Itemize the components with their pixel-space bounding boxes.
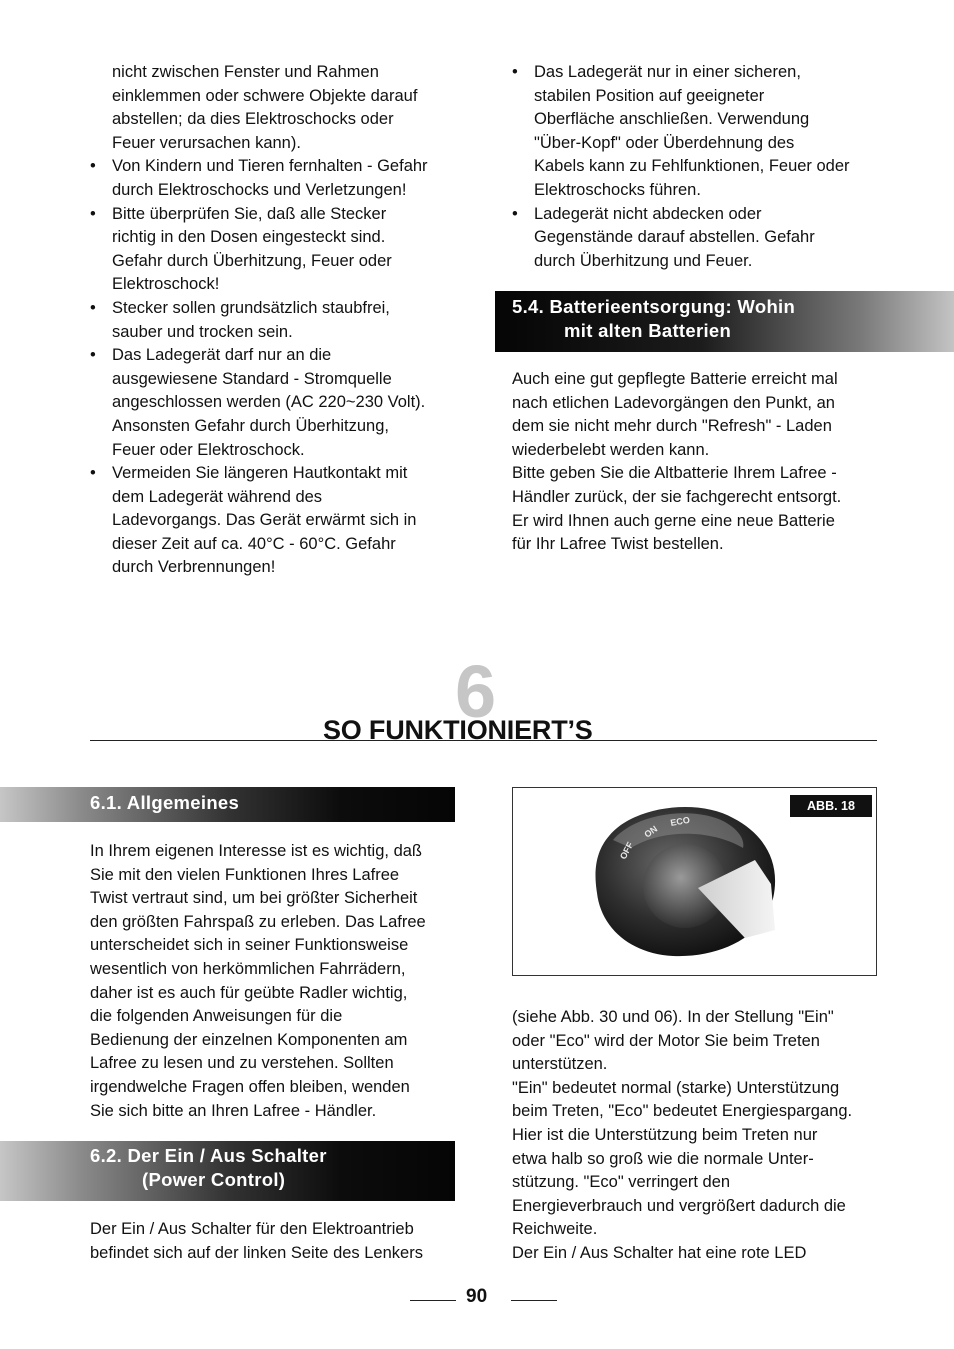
power-switch-photo xyxy=(513,788,878,977)
section-5-4-title-line2: mit alten Batterien xyxy=(564,320,732,341)
section-5-4-text: Auch eine gut gepflegte Batterie erreicht mal nach etlichen Ladevorgängen den Punkt, an dem sie nicht mehr durch "Refresh" - Laden wiederbelebt werden kann. Bitte geben Sie die Altbatterie Ihrem Lafree - Händler zurück, der sie fachgerecht entsorgt. Er wird Ihnen auch gerne eine neue Batterie für Ihr Lafree Twist bestellen. xyxy=(512,370,842,554)
dial-label-on: ON xyxy=(642,823,660,840)
figure-abb-18 xyxy=(512,787,877,976)
section-6-2-title-line2: (Power Control) xyxy=(142,1169,286,1190)
section-6-2-title-line1: 6.2. Der Ein / Aus Schalter xyxy=(90,1145,327,1166)
right-bottom-text: (siehe Abb. 30 und 06). In der Stellung "Ein" oder "Eco" wird der Motor Sie beim Treten unterstützen. "Ein" bedeutet normal (starke) Unterstützung beim Treten, "Eco" bedeutet Energiespargang. Hier ist die Unterstützung beim Treten nur etwa halb so groß wie die normale Unter- stützung. "Eco" verringert den Energieverbrauch und vergrößert dadurch die Reichweite. Der Ein / Aus Schalter hat eine rote LED xyxy=(512,1008,853,1262)
section-6-2-text: Der Ein / Aus Schalter für den Elektroantrieb befindet sich auf der linken Seite des Lenkers xyxy=(90,1220,423,1262)
dial-label-eco: ECO xyxy=(669,814,691,828)
section-6-1-title: 6.1. Allgemeines xyxy=(90,792,240,813)
list-item: • Das Ladegerät nur in einer sicheren, stabilen Position auf geeigneter Oberfläche anschließen. Verwendung "Über-Kopf" oder Überdehnung des Kabels kann zu Fehlfunktionen, Feuer oder Elektroschocks führen. xyxy=(512,61,892,203)
list-item: • Von Kindern und Tieren fernhalten - Gefahr durch Elektroschocks und Verletzungen! xyxy=(90,155,470,202)
section-6-2-heading xyxy=(0,1141,455,1201)
page-number-rule-right xyxy=(511,1300,557,1301)
list-item: • Ladegerät nicht abdecken oder Gegenstände darauf abstellen. Gefahr durch Überhitzung und Feuer. xyxy=(512,203,892,274)
list-item: • Stecker sollen grundsätzlich staubfrei, sauber und trocken sein. xyxy=(90,297,470,344)
chapter-number: 6 xyxy=(455,650,497,733)
dial-label-off: OFF xyxy=(617,840,636,861)
section-5-4-heading xyxy=(495,291,954,352)
figure-label: ABB. 18 xyxy=(790,795,872,817)
list-item-continued: nicht zwischen Fenster und Rahmen einklemmen oder schwere Objekte darauf abstellen; da dies Elektroschocks oder Feuer verursachen kann). xyxy=(112,63,418,152)
page-number-rule-left xyxy=(410,1300,456,1301)
section-6-1-text: In Ihrem eigenen Interesse ist es wichtig, daß Sie mit den vielen Funktionen Ihres Lafree Twist vertraut sind, um bei größter Sicherheit den größten Fahrspaß zu erleben. Das Lafree unterscheidet sich in seiner Funktionsweise wesentlich von herkömmlichen Fahrrädern, daher ist es auch für geübte Radler wichtig, die folgenden Anweisungen für die Bedienung der einzelnen Komponenten am Lafree zu lesen und zu verstehen. Sollten irgendwelche Fragen offen bleiben, wenden Sie sich bitte an Ihren Lafree - Händler. xyxy=(90,842,426,1120)
page-number: 90 xyxy=(466,1286,488,1307)
section-6-1-heading xyxy=(0,787,455,822)
left-top-list xyxy=(90,61,470,580)
list-item: • Vermeiden Sie längeren Hautkontakt mit dem Ladegerät während des Ladevorgangs. Das Gerät erwärmt sich in dieser Zeit auf ca. 40°C - 60°C. Gefahr durch Verbrennungen! xyxy=(90,462,470,580)
list-item: • Das Ladegerät darf nur an die ausgewiesene Standard - Stromquelle angeschlossen werden (AC 220~230 Volt). Ansonsten Gefahr durch Überhitzung, Feuer oder Elektroschock. xyxy=(90,344,470,462)
section-5-4-title-line1: 5.4. Batterieentsorgung: Wohin xyxy=(512,296,796,317)
chapter-title: SO FUNKTIONIERT’S xyxy=(323,715,593,745)
list-item: • Bitte überprüfen Sie, daß alle Stecker richtig in den Dosen eingesteckt sind. Gefahr durch Überhitzung, Feuer oder Elektroschock! xyxy=(90,203,470,297)
right-top-list xyxy=(512,61,892,273)
